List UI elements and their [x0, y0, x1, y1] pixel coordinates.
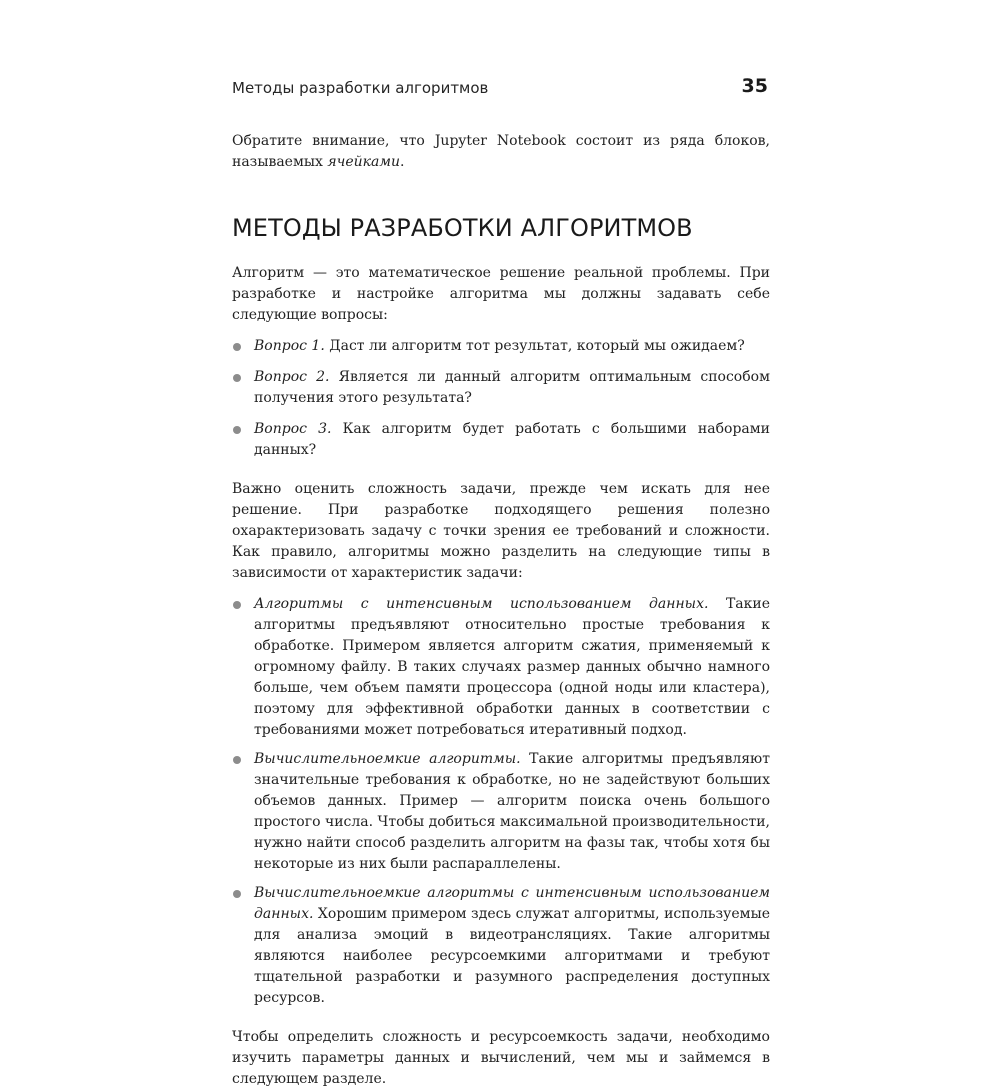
page-body [232, 131, 770, 1090]
intro-end: . [399, 154, 405, 170]
question-label: Вопрос 2. [254, 369, 330, 385]
intro-term: ячейками [327, 154, 400, 170]
list-item [232, 594, 770, 741]
list-item [232, 749, 770, 875]
paragraph-complexity: Важно оценить сложность задачи, прежде чем искать для нее решение. При разработке подходящего решения полезно охарактеризовать задачу с точки зрения ее требований и сложности. Как правило, алгоритмы можно разделить на следующие типы в зависимости от характеристик задачи: [232, 481, 770, 581]
questions-list [232, 336, 770, 461]
list-item [232, 883, 770, 1009]
intro-paragraph [232, 131, 770, 173]
bullet-icon [233, 756, 241, 764]
type-text: Такие алгоритмы предъявляют значительные требования к обработке, но не задействуют больших объемов данных. Пример — алгоритм поиска очень большого простого числа. Чтобы добиться максимальной производительности, нужно найти способ разделить алгоритм на фазы так, чтобы хотя бы некоторые из них были распараллелены. [254, 751, 770, 872]
paragraph-definition: Алгоритм — это математическое решение реальной проблемы. При разработке и настройке алгоритма мы должны задавать себе следующие вопросы: [232, 265, 770, 323]
running-header-title: Методы разработки алгоритмов [232, 79, 489, 97]
bullet-icon [233, 601, 241, 609]
intro-text: Обратите внимание, что Jupyter Notebook состоит из ряда блоков, называемых [232, 133, 770, 170]
question-label: Вопрос 1. [254, 338, 325, 354]
bullet-icon [233, 426, 241, 434]
bullet-icon [233, 343, 241, 351]
bullet-icon [233, 374, 241, 382]
question-text: Как алгоритм будет работать с большими наборами данных? [254, 421, 770, 458]
list-item [232, 367, 770, 409]
question-text: Является ли данный алгоритм оптимальным способом получения этого результата? [254, 369, 770, 406]
type-label: Алгоритмы с интенсивным использованием данных. [254, 596, 709, 612]
type-label: Вычислительноемкие алгоритмы с интенсивным использованием данных. [254, 885, 770, 922]
list-item [232, 419, 770, 461]
section-heading: МЕТОДЫ РАЗРАБОТКИ АЛГОРИТМОВ [232, 214, 693, 242]
type-text: Хорошим примером здесь служат алгоритмы, используемые для анализа эмоций в видеотрансляциях. Такие алгоритмы являются наиболее ресурсоемкими алгоритмами и требуют тщательной разработки и разумного распределения доступных ресурсов. [254, 906, 770, 1006]
type-label: Вычислительноемкие алгоритмы. [254, 751, 521, 767]
paragraph-conclusion: Чтобы определить сложность и ресурсоемкость задачи, необходимо изучить параметры данных и вычислений, чем мы и займемся в следующем разделе. [232, 1029, 770, 1087]
question-text: Даст ли алгоритм тот результат, который мы ожидаем? [324, 338, 745, 354]
page-number: 35 [741, 75, 768, 97]
type-text: Такие алгоритмы предъявляют относительно простые требования к обработке. Примером является алгоритм сжатия, применяемый к огромному файлу. В таких случаях размер данных обычно намного больше, чем объем памяти процессора (одной ноды или кластера), поэтому для эффективной обработки данных в соответствии с требованиями может потребоваться итеративный подход. [254, 596, 770, 738]
bullet-icon [233, 890, 241, 898]
list-item [232, 336, 770, 357]
question-label: Вопрос 3. [254, 421, 332, 437]
algorithm-types-list [232, 594, 770, 1009]
